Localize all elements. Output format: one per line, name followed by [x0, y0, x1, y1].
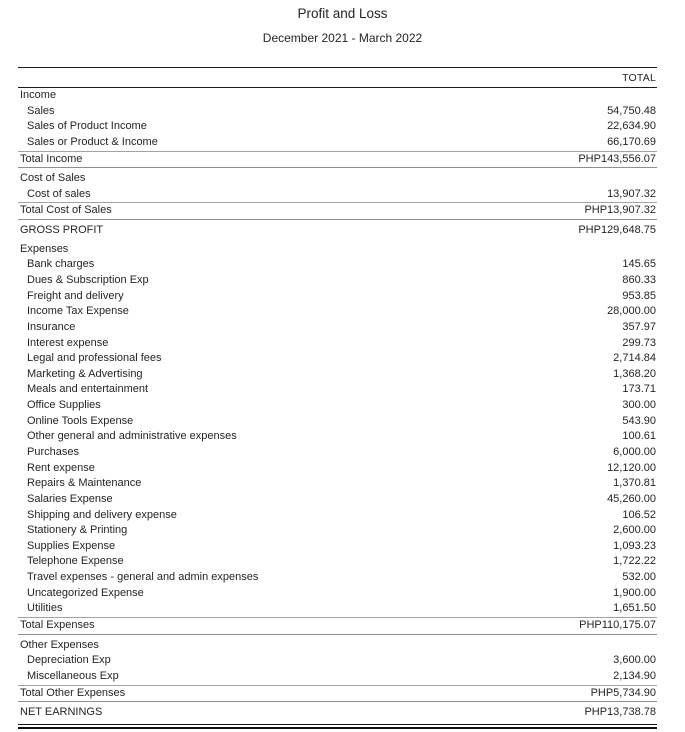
row-other-expenses: [18, 638, 657, 654]
row-value: 532.00: [622, 571, 656, 584]
row-value: 6,000.00: [613, 446, 656, 458]
row-label: Meals and entertainment: [27, 383, 149, 396]
row-insurance: [18, 320, 657, 336]
row-total-other-expenses: [18, 685, 657, 703]
row-label: Legal and professional fees: [27, 352, 162, 365]
row-value: 28,000.00: [607, 305, 656, 318]
row-value: PHP110,175.07: [579, 619, 656, 632]
row-interest-expense: [18, 336, 657, 352]
row-shipping-and-delivery-expense: [18, 508, 657, 524]
row-expenses: [18, 242, 657, 258]
row-label: Cost of sales: [27, 187, 91, 200]
row-office-supplies: [18, 398, 657, 414]
row-label: Miscellaneous Exp: [27, 669, 119, 682]
row-telephone-expense: [18, 554, 657, 570]
row-label: Freight and delivery: [27, 289, 124, 302]
row-total-income: [18, 151, 657, 169]
row-label: NET EARNINGS: [20, 706, 103, 719]
row-value: 1,651.50: [613, 602, 656, 615]
row-value: 860.33: [622, 273, 656, 286]
row-stationery-printing: [18, 523, 657, 539]
row-value: 1,900.00: [613, 586, 656, 599]
row-value: 1,370.81: [613, 477, 656, 490]
row-cost-of-sales: [18, 187, 657, 203]
row-value: 100.61: [622, 430, 656, 443]
row-income-tax-expense: [18, 304, 657, 320]
row-value: 1,368.20: [613, 367, 656, 380]
row-label: Salaries Expense: [27, 492, 113, 505]
row-label: Interest expense: [27, 336, 109, 349]
row-label: Marketing & Advertising: [27, 367, 143, 380]
row-miscellaneous-exp: [18, 669, 657, 685]
row-label: Purchases: [27, 446, 79, 458]
row-bank-charges: [18, 257, 657, 273]
row-freight-and-delivery: [18, 289, 657, 305]
row-label: Expenses: [20, 242, 69, 255]
row-value: 1,722.22: [613, 555, 656, 568]
row-value: 12,120.00: [607, 461, 656, 474]
row-label: Sales of Product Income: [27, 120, 147, 133]
row-label: Total Cost of Sales: [20, 204, 112, 217]
row-total-expenses: [18, 617, 657, 635]
row-total-cost-of-sales: [18, 202, 657, 220]
row-sales-of-product-income: [18, 119, 657, 135]
row-label: Dues & Subscription Exp: [27, 273, 149, 286]
row-label: Depreciation Exp: [27, 654, 111, 667]
row-label: Total Expenses: [20, 619, 95, 632]
row-value: 66,170.69: [607, 135, 656, 148]
row-rent-expense: [18, 461, 657, 477]
row-value: PHP13,738.78: [584, 706, 656, 719]
row-label: Repairs & Maintenance: [27, 477, 142, 490]
row-value: 173.71: [622, 383, 656, 396]
row-label: Office Supplies: [27, 399, 101, 412]
row-value: 299.73: [622, 336, 656, 349]
column-header-row: [18, 67, 657, 88]
row-value: PHP5,734.90: [590, 686, 656, 699]
total-column-header: TOTAL: [622, 71, 656, 84]
row-label: Total Income: [20, 152, 83, 165]
row-value: 13,907.32: [607, 187, 656, 200]
row-label: Income: [20, 89, 57, 101]
row-label: Other general and administrative expenses: [27, 430, 237, 443]
row-value: 953.85: [622, 289, 656, 302]
report-table: [18, 67, 657, 729]
row-purchases: [18, 445, 657, 461]
row-cost-of-sales: [18, 171, 657, 187]
report-subtitle: December 2021 - March 2022: [262, 31, 423, 45]
bottom-double-rule: [18, 724, 657, 729]
row-repairs-maintenance: [18, 476, 657, 492]
row-label: Stationery & Printing: [27, 524, 128, 537]
row-value: 145.65: [622, 258, 656, 271]
row-label: Travel expenses - general and admin expenses: [27, 571, 259, 584]
row-gross-profit: [18, 223, 657, 239]
row-value: 1,093.23: [613, 539, 656, 552]
row-label: Uncategorized Expense: [27, 586, 144, 599]
row-label: Utilities: [27, 602, 63, 615]
row-label: Telephone Expense: [27, 555, 124, 568]
row-income: [18, 88, 657, 104]
row-meals-and-entertainment: [18, 382, 657, 398]
row-label: GROSS PROFIT: [20, 224, 104, 237]
row-label: Other Expenses: [20, 638, 99, 651]
row-value: 357.97: [622, 320, 656, 333]
row-value: 3,600.00: [613, 654, 656, 667]
row-label: Sales or Product & Income: [27, 135, 158, 148]
row-utilities: [18, 601, 657, 617]
report-rows: [18, 88, 657, 721]
report-title: Profit and Loss: [297, 6, 388, 21]
row-label: Bank charges: [27, 258, 95, 271]
row-net-earnings: [18, 705, 657, 721]
row-label: Sales: [27, 104, 55, 117]
row-travel-expenses-general-and-admin-expenses: [18, 570, 657, 586]
row-label: Shipping and delivery expense: [27, 508, 177, 521]
row-salaries-expense: [18, 492, 657, 508]
row-value: 2,600.00: [613, 524, 656, 537]
row-legal-and-professional-fees: [18, 351, 657, 367]
row-label: Total Other Expenses: [20, 686, 126, 699]
row-label: Insurance: [27, 320, 76, 333]
row-value: 300.00: [622, 399, 656, 412]
row-online-tools-expense: [18, 414, 657, 430]
row-label: Cost of Sales: [20, 172, 86, 185]
row-sales: [18, 104, 657, 120]
row-sales-or-product-income: [18, 135, 657, 151]
row-value: 45,260.00: [607, 492, 656, 505]
row-value: 22,634.90: [607, 120, 656, 133]
row-value: 543.90: [622, 414, 656, 427]
row-label: Supplies Expense: [27, 539, 116, 552]
row-value: 2,134.90: [613, 669, 656, 682]
row-value: PHP143,556.07: [578, 152, 656, 165]
row-supplies-expense: [18, 539, 657, 555]
row-uncategorized-expense: [18, 586, 657, 602]
row-dues-subscription-exp: [18, 273, 657, 289]
row-value: 54,750.48: [607, 104, 656, 117]
row-label: Online Tools Expense: [27, 414, 134, 427]
row-other-general-and-administrative-expenses: [18, 429, 657, 445]
row-value: 2,714.84: [613, 352, 656, 365]
row-value: 106.52: [622, 508, 656, 521]
row-value: PHP129,648.75: [578, 224, 656, 237]
row-label: Income Tax Expense: [27, 305, 129, 318]
row-value: PHP13,907.32: [584, 204, 656, 217]
row-label: Rent expense: [27, 461, 95, 474]
report-header: [0, 0, 685, 45]
row-marketing-advertising: [18, 367, 657, 383]
row-depreciation-exp: [18, 653, 657, 669]
